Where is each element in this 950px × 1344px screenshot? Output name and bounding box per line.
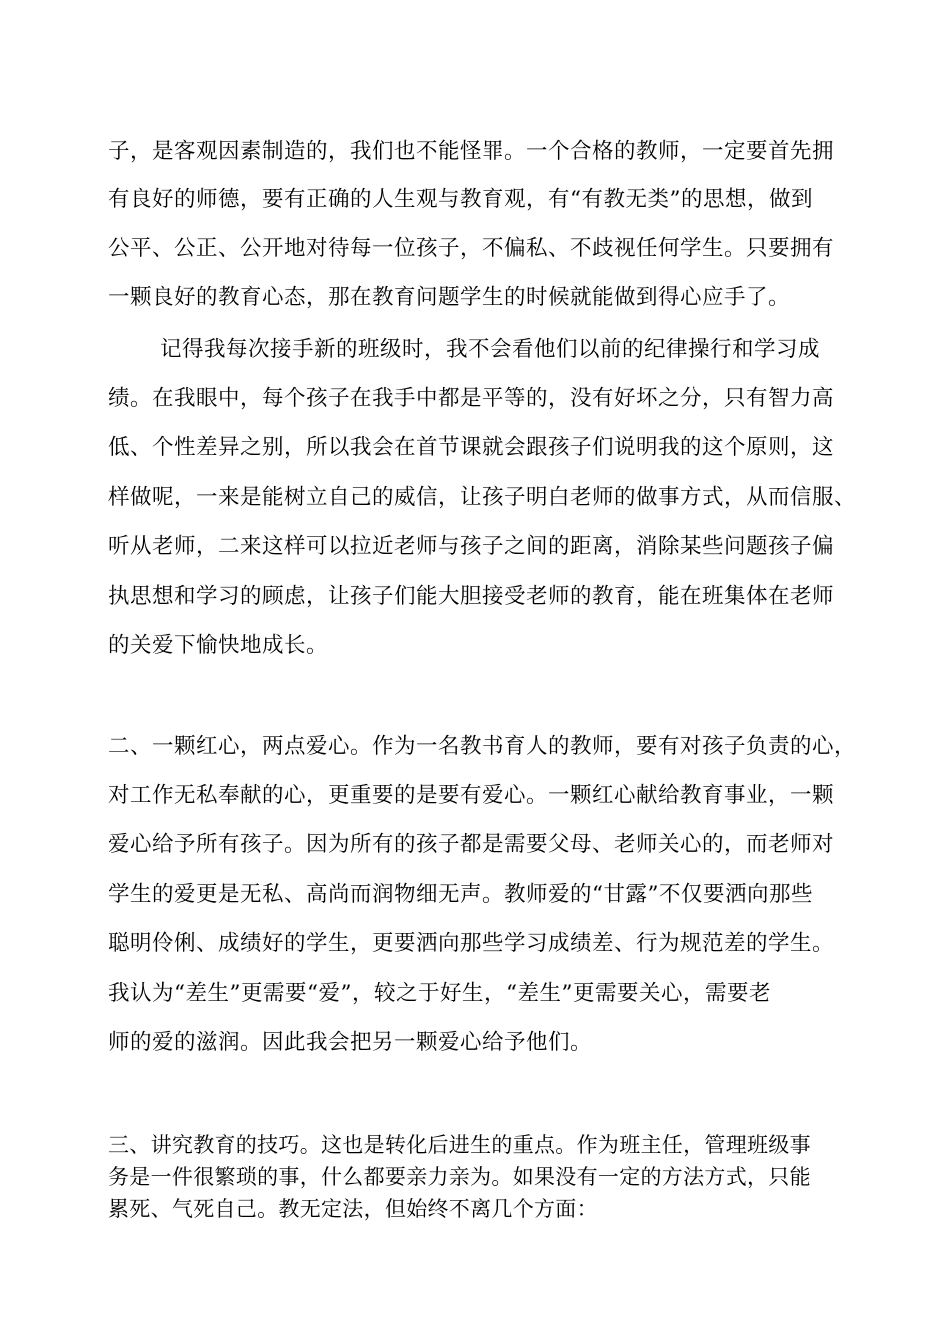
paragraph-1-line-2: 有良好的师德，要有正确的人生观与教育观，有“有教无类”的思想，做到 bbox=[108, 187, 813, 212]
paragraph-3-line-1: 二、一颗红心，两点爱心。作为一名教书育人的教师，要有对孩子负责的心， bbox=[108, 734, 857, 759]
paragraph-4-line-2: 务是一件很繁琐的事，什么都要亲力亲为。如果没有一定的方法方式，只能 bbox=[108, 1165, 811, 1189]
paragraph-2-line-5: 听从老师，二来这样可以拉近老师与孩子之间的距离，消除某些问题孩子偏 bbox=[108, 534, 835, 559]
paragraph-1-line-1: 子，是客观因素制造的，我们也不能怪罪。一个合格的教师，一定要首先拥 bbox=[108, 139, 835, 164]
paragraph-4-line-1: 三、讲究教育的技巧。这也是转化后进生的重点。作为班主任，管理班级事 bbox=[108, 1133, 811, 1157]
paragraph-2-line-3: 低、个性差异之别，所以我会在首节课就会跟孩子们说明我的这个原则，这 bbox=[108, 435, 835, 460]
paragraph-3-line-7: 师的爱的滋润。因此我会把另一颗爱心给予他们。 bbox=[108, 1030, 593, 1055]
paragraph-3-line-5: 聪明伶俐、成绩好的学生，更要洒向那些学习成绩差、行为规范差的学生。 bbox=[108, 931, 835, 956]
paragraph-2-line-4: 样做呢，一来是能树立自己的威信，让孩子明白老师的做事方式，从而信服、 bbox=[108, 485, 857, 510]
paragraph-2-line-2: 绩。在我眼中，每个孩子在我手中都是平等的，没有好坏之分，只有智力高 bbox=[108, 386, 835, 411]
paragraph-2-line-7: 的关爱下愉快地成长。 bbox=[108, 633, 329, 658]
paragraph-3-line-6: 我认为“差生”更需要“爱”，较之于好生，“差生”更需要关心，需要老 bbox=[108, 981, 771, 1006]
paragraph-2-line-6: 执思想和学习的顾虑，让孩子们能大胆接受老师的教育，能在班集体在老师 bbox=[108, 584, 835, 609]
paragraph-1-line-4: 一颗良好的教育心态，那在教育问题学生的时候就能做到得心应手了。 bbox=[108, 285, 791, 310]
paragraph-3-line-4: 学生的爱更是无私、高尚而润物细无声。教师爱的“甘露”不仅要洒向那些 bbox=[108, 882, 813, 907]
paragraph-2-line-1: 记得我每次接手新的班级时，我不会看他们以前的纪律操行和学习成 bbox=[160, 337, 821, 362]
paragraph-4-line-3: 累死、气死自己。教无定法，但始终不离几个方面： bbox=[108, 1197, 598, 1221]
paragraph-1-line-3: 公平、公正、公开地对待每一位孩子，不偏私、不歧视任何学生。只要拥有 bbox=[108, 236, 835, 261]
paragraph-3-line-3: 爱心给予所有孩子。因为所有的孩子都是需要父母、老师关心的，而老师对 bbox=[108, 832, 835, 857]
paragraph-3-line-2: 对工作无私奉献的心，更重要的是要有爱心。一颗红心献给教育事业，一颗 bbox=[108, 783, 835, 808]
